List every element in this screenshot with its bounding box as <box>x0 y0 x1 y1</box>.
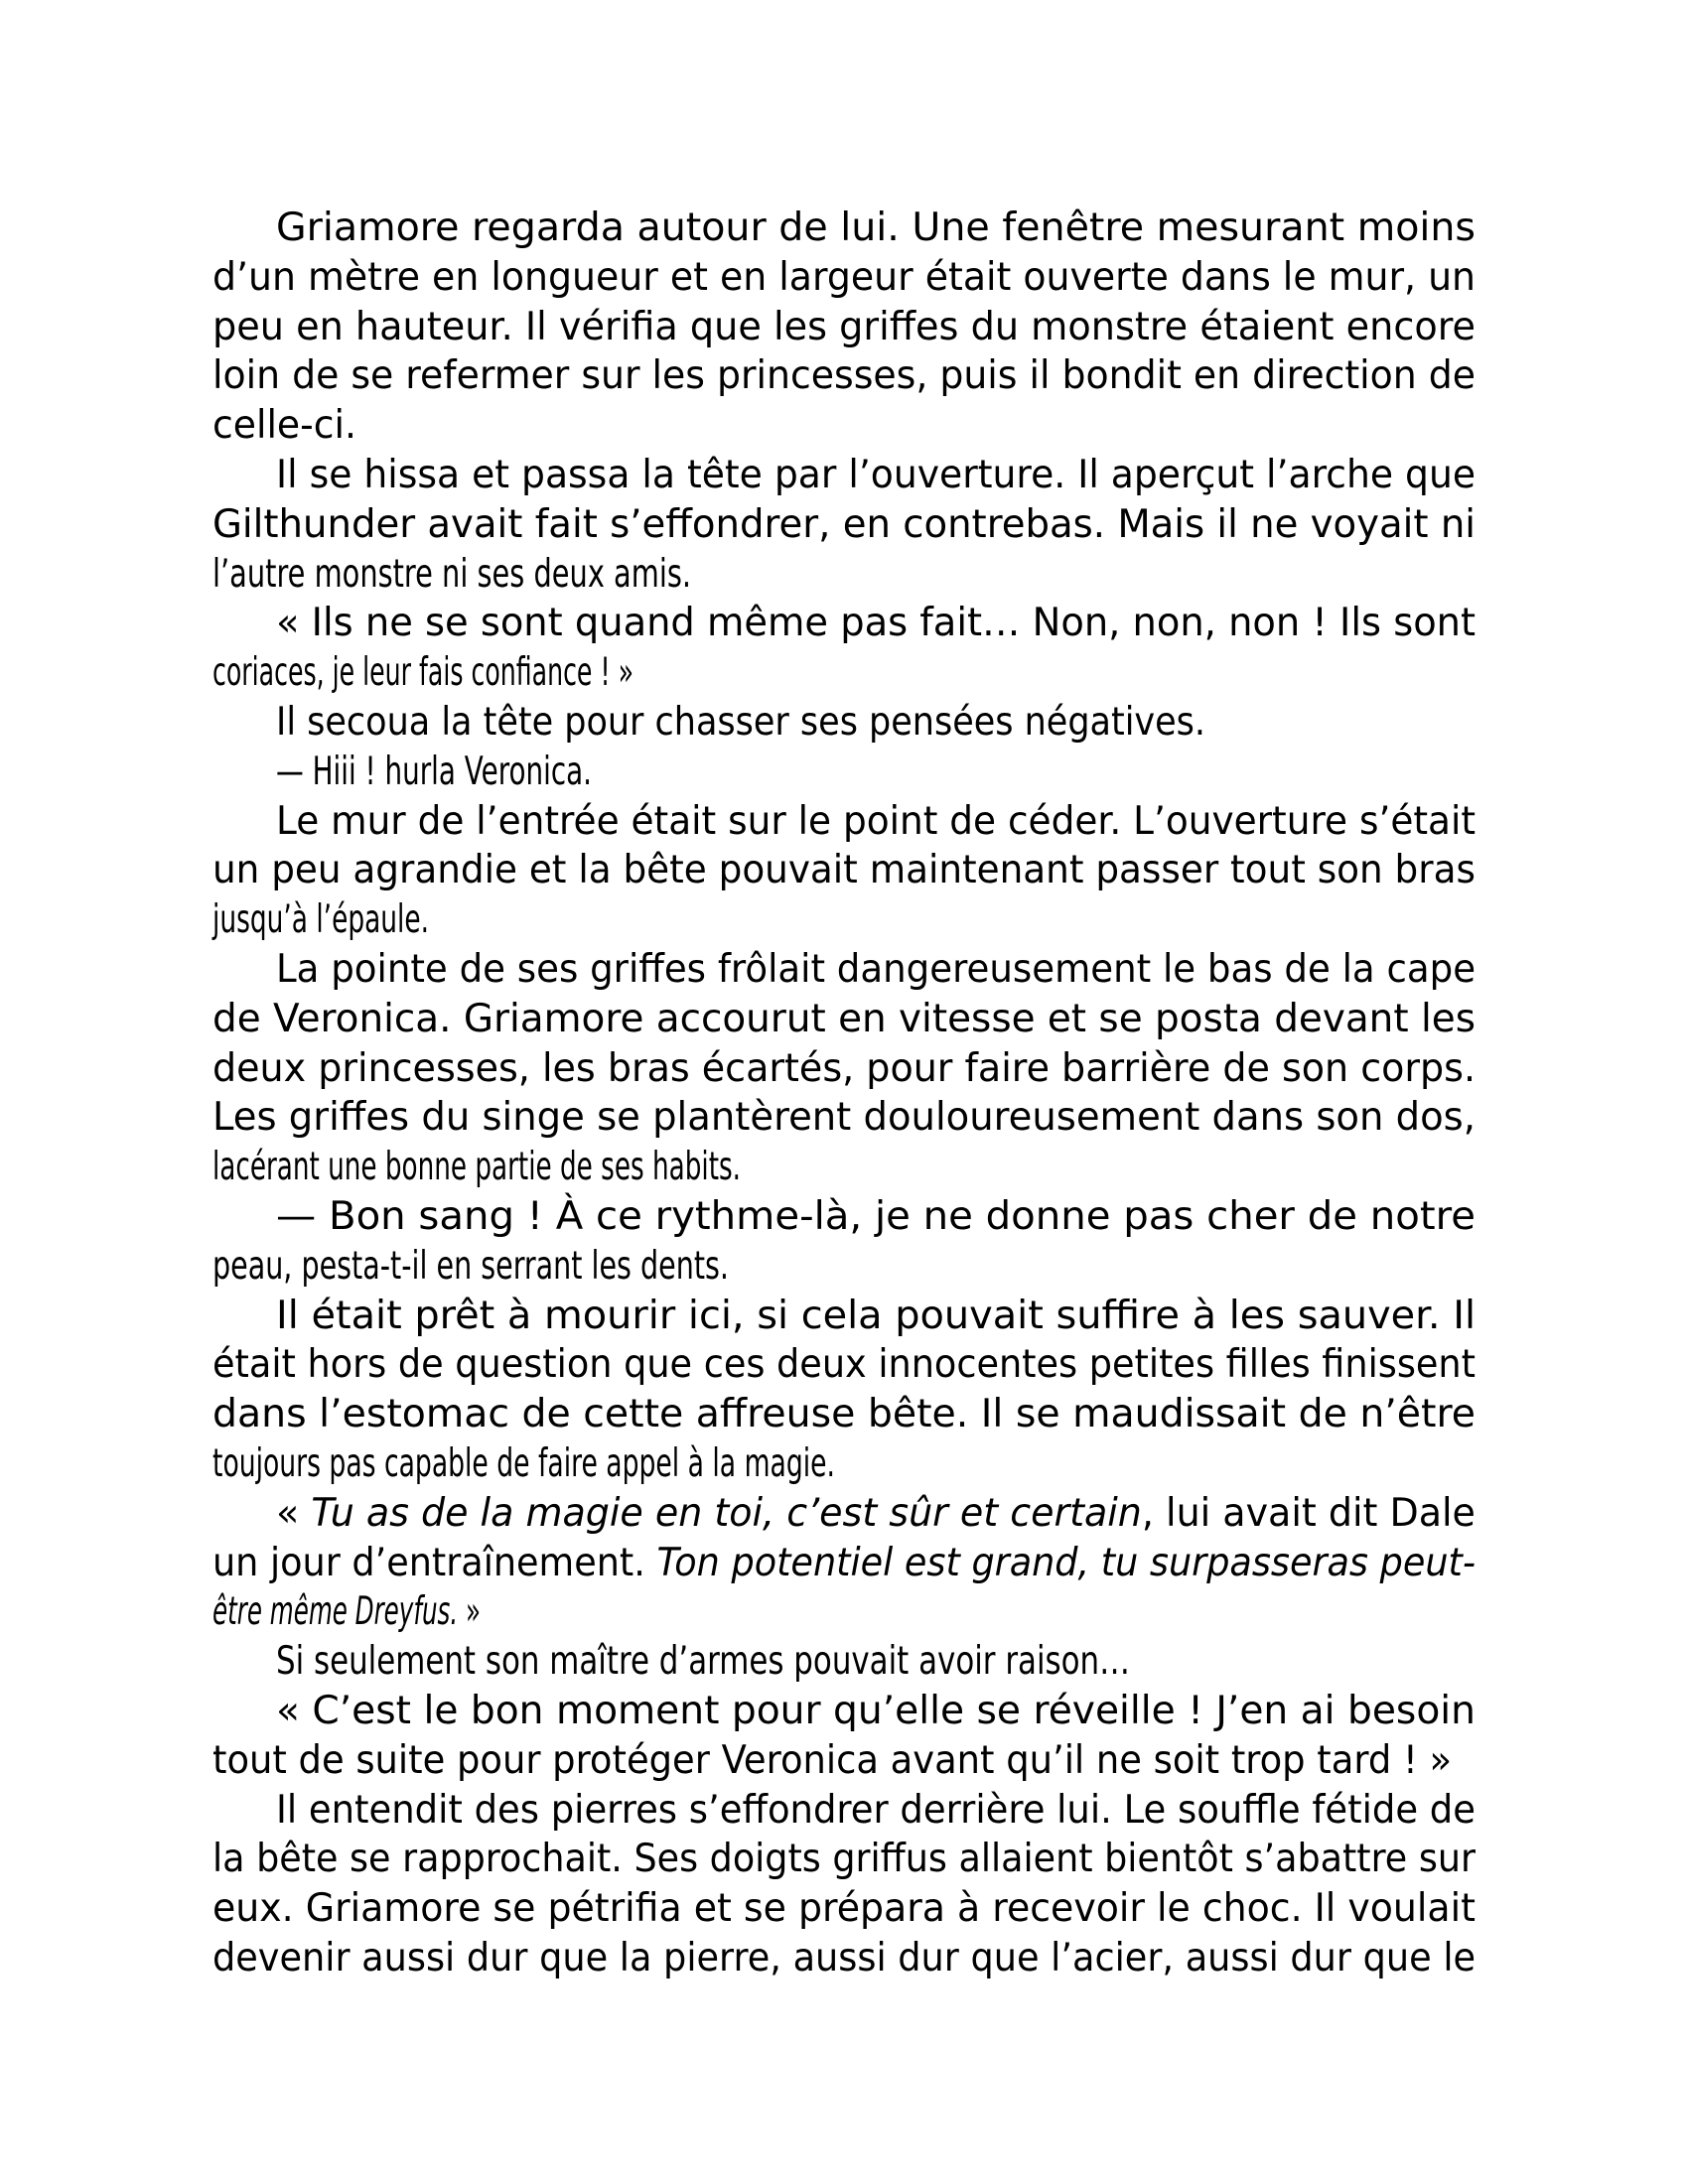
text-line <box>212 1093 1476 1143</box>
paragraph-first-line <box>212 1192 1476 1242</box>
text-run: — Hiii ! hurla Veronica. <box>276 749 592 794</box>
text-line <box>212 895 1476 945</box>
line-content <box>212 351 1476 401</box>
text-line <box>212 1340 1476 1390</box>
line-content <box>212 401 356 451</box>
line-content <box>212 648 633 698</box>
line-content <box>212 1587 481 1637</box>
text-run: « Ils ne se sont quand même pas fait… Non, non, non ! Ils sont <box>276 601 1477 646</box>
line-content <box>276 1292 1476 1341</box>
text-run: toujours pas capable de faire appel à la magie. <box>212 1440 835 1486</box>
text-run: dans l’estomac de cette affreuse bête. Il se maudissait de n’être <box>212 1392 1477 1437</box>
text-line <box>212 1242 1476 1292</box>
text-run: , lui avait dit Dale <box>1141 1490 1476 1536</box>
text-line <box>212 1587 1476 1637</box>
italic-text: être même Dreyfus. <box>212 1589 459 1635</box>
paragraph-first-line <box>212 204 1476 253</box>
text-line <box>212 846 1476 895</box>
line-content <box>276 1192 1476 1242</box>
line-content <box>212 1736 1452 1786</box>
text-run: lacérant une bonne partie de ses habits. <box>212 1145 742 1190</box>
text-run: un peu agrandie et la bête pouvait maintenant passer tout son bras <box>212 848 1476 893</box>
text-run: l’autre monstre ni ses deux amis. <box>212 551 692 597</box>
line-content <box>212 500 1476 550</box>
text-run: celle-ci. <box>212 403 357 449</box>
line-content <box>212 303 1476 352</box>
text-run: peau, pesta-t-il en serrant les dents. <box>212 1243 729 1289</box>
text-run: un jour d’entraînement. <box>212 1540 657 1585</box>
paragraph-first-line <box>212 1786 1476 1836</box>
text-line <box>212 1539 1476 1588</box>
paragraph-first-line <box>212 1489 1476 1539</box>
line-content <box>212 1143 741 1192</box>
text-run: « <box>276 1490 312 1536</box>
text-run: coriaces, je leur fais confiance ! » <box>212 650 633 696</box>
text-line <box>212 995 1476 1044</box>
paragraph-first-line <box>212 945 1476 995</box>
text-run: la bête se rapprochait. Ses doigts griffus allaient bientôt s’abattre sur <box>212 1837 1476 1882</box>
line-content <box>276 204 1476 253</box>
body-text <box>212 204 1476 1983</box>
text-run: Le mur de l’entrée était sur le point de céder. L’ouverture s’était <box>276 798 1477 844</box>
paragraph-first-line <box>212 1292 1476 1341</box>
text-line <box>212 1934 1476 1983</box>
text-run: — Bon sang ! À ce rythme-là, je ne donne pas cher de notre <box>276 1193 1477 1239</box>
line-content <box>212 1093 1476 1143</box>
text-run: eux. Griamore se pétrifia et se prépara à recevoir le choc. Il voulait <box>212 1886 1476 1932</box>
text-line <box>212 1143 1476 1192</box>
line-content <box>212 1044 1476 1094</box>
paragraph-first-line <box>212 698 1476 748</box>
line-content <box>212 1835 1476 1884</box>
paragraph-first-line <box>212 797 1476 847</box>
text-run: Les griffes du singe se plantèrent douloureusement dans son dos, <box>212 1095 1476 1141</box>
line-content <box>276 945 1476 995</box>
line-content <box>276 698 1205 748</box>
text-line <box>212 253 1476 303</box>
text-run: Griamore regarda autour de lui. Une fenêtre mesurant moins <box>276 205 1477 250</box>
text-line <box>212 648 1476 698</box>
text-line <box>212 1390 1476 1439</box>
paragraph-first-line <box>212 1637 1476 1687</box>
text-line <box>212 351 1476 401</box>
text-run: Il secoua la tête pour chasser ses pensées négatives. <box>276 699 1206 745</box>
text-run: La pointe de ses griffes frôlait dangereusement le bas de la cape <box>276 946 1477 992</box>
text-run: Gilthunder avait fait s’effondrer, en contrebas. Mais il ne voyait ni <box>212 501 1477 547</box>
italic-text: Ton potentiel est grand, tu surpasseras peut- <box>656 1540 1477 1585</box>
text-line <box>212 500 1476 550</box>
line-content <box>212 1884 1476 1934</box>
text-run: Il se hissa et passa la tête par l’ouverture. Il aperçut l’arche que <box>276 452 1477 497</box>
line-content <box>212 1539 1476 1588</box>
text-run: Il était prêt à mourir ici, si cela pouvait suffire à les sauver. Il <box>276 1293 1477 1338</box>
line-content <box>212 1390 1476 1439</box>
text-run: tout de suite pour protéger Veronica avant qu’il ne soit trop tard ! » <box>212 1737 1453 1783</box>
paragraph-first-line <box>212 748 1476 797</box>
text-run: Il entendit des pierres s’effondrer derrière lui. Le souffle fétide de <box>276 1787 1476 1833</box>
line-content <box>276 1637 1130 1687</box>
line-content <box>276 748 592 797</box>
text-line <box>212 1835 1476 1884</box>
line-content <box>212 1242 729 1292</box>
paragraph-first-line <box>212 599 1476 648</box>
text-line <box>212 1736 1476 1786</box>
line-content <box>212 1934 1476 1983</box>
line-content <box>276 1687 1476 1736</box>
line-content <box>276 797 1476 847</box>
paragraph-first-line <box>212 1687 1476 1736</box>
line-content <box>212 995 1476 1044</box>
text-run: était hors de question que ces deux innocentes petites filles finissent <box>212 1342 1477 1388</box>
text-run: d’un mètre en longueur et en largeur était ouverte dans le mur, un <box>212 254 1477 300</box>
line-content <box>276 599 1476 648</box>
line-content <box>212 895 429 945</box>
text-line <box>212 1884 1476 1934</box>
text-line <box>212 1439 1476 1489</box>
line-content <box>276 1786 1476 1836</box>
line-content <box>212 846 1476 895</box>
text-run: Si seulement son maître d’armes pouvait avoir raison… <box>276 1639 1130 1685</box>
text-run: » <box>458 1589 482 1635</box>
paragraph-first-line <box>212 451 1476 500</box>
line-content <box>212 1439 835 1489</box>
text-line <box>212 550 1476 600</box>
line-content <box>212 253 1476 303</box>
text-run: loin de se refermer sur les princesses, puis il bondit en direction de <box>212 353 1477 399</box>
text-run: peu en hauteur. Il vérifia que les griffes du monstre étaient encore <box>212 304 1477 349</box>
text-line <box>212 401 1476 451</box>
line-content <box>212 550 691 600</box>
text-run: devenir aussi dur que la pierre, aussi dur que l’acier, aussi dur que le <box>212 1935 1477 1980</box>
text-run: de Veronica. Griamore accourut en vitesse et se posta devant les <box>212 996 1476 1041</box>
text-line <box>212 303 1476 352</box>
text-run: jusqu’à l’épaule. <box>212 897 430 943</box>
text-run: « C’est le bon moment pour qu’elle se réveille ! J’en ai besoin <box>276 1688 1476 1733</box>
text-line <box>212 1044 1476 1094</box>
line-content <box>276 451 1476 500</box>
italic-text: Tu as de la magie en toi, c’est sûr et certain <box>311 1490 1142 1536</box>
line-content <box>212 1340 1476 1390</box>
line-content <box>276 1489 1476 1539</box>
text-run: deux princesses, les bras écartés, pour faire barrière de son corps. <box>212 1045 1477 1091</box>
